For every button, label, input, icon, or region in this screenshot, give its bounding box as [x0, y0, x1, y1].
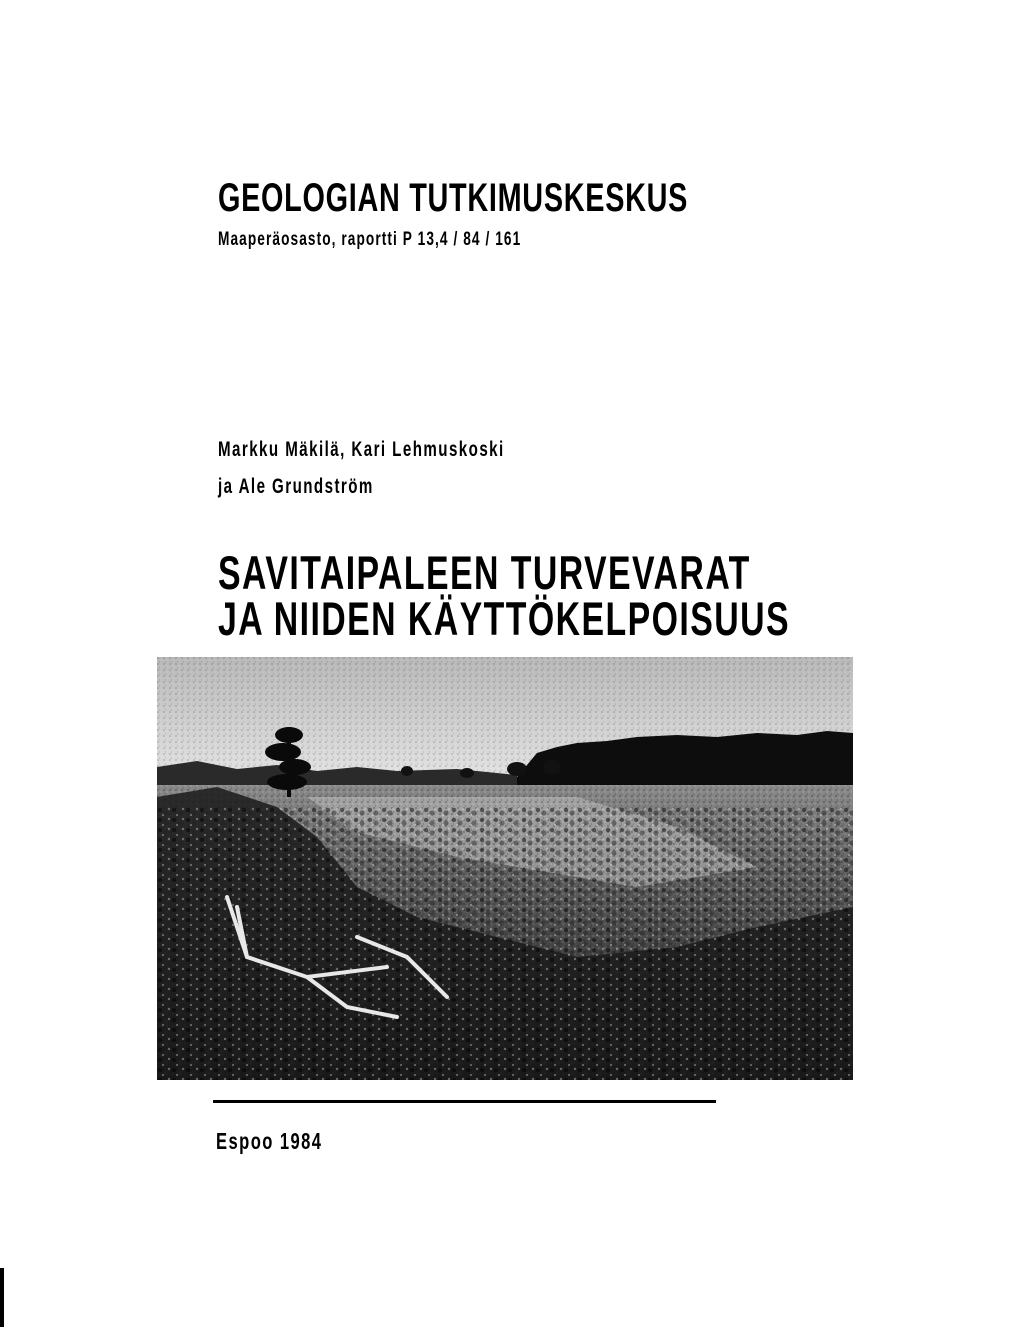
organization-title: GEOLOGIAN TUTKIMUSKESKUS [218, 176, 689, 220]
authors-line-2: ja Ale Grundström [218, 475, 374, 498]
scan-edge-mark [0, 1268, 4, 1327]
authors-line-1: Markku Mäkilä, Kari Lehmuskoski [218, 438, 505, 461]
place-and-year: Espoo 1984 [216, 1128, 323, 1154]
report-number: Maaperäosasto, raportti P 13,4 / 84 / 161 [218, 229, 522, 250]
report-title-line-2: JA NIIDEN KÄYTTÖKELPOISUUS [218, 592, 791, 645]
horizontal-rule [213, 1100, 716, 1103]
bog-landscape-photo [157, 657, 853, 1080]
report-title-line-1: SAVITAIPALEEN TURVEVARAT [218, 546, 751, 599]
